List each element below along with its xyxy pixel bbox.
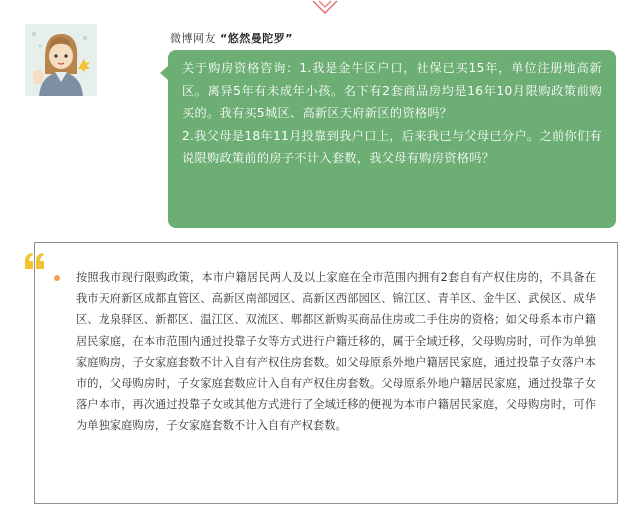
author-name [170, 30, 293, 46]
bullet-dot-icon [54, 275, 60, 281]
avatar [25, 24, 97, 96]
down-chevron-icon [312, 0, 338, 14]
reply-text: 按照我市现行限购政策，本市户籍居民两人及以上家庭在全市范围内拥有2套自有产权住房的，不具备在我市天府新区成都直管区、高新区南部园区、高新区西部园区、锦江区、青羊区、金牛区、武侯区、成华区、龙泉驿区、新都区、温江区、双流区、郫都区新购买商品住房或二手住房的资格；如父母系本市户籍居民家庭，在本市范围内通过投靠子女等方式进行户籍迁移的，属于全域迁移，父母购房时，可作为单独家庭购房，子女家庭套数不计入自有产权住房套数。如父母原系外地户籍居民家庭，通过投靠子女落户本市的，父母购房时，子女家庭套数应计入自有产权住房套数。父母原系外地户籍居民家庭，通过投靠子女落户本市，再次通过投靠子女或其他方式进行了全域迁移的便视为本市户籍居民家庭，父母购房时，可作为单独家庭购房，子女家庭套数不计入自有产权套数。 [76, 271, 596, 433]
author-prefix: 微博网友 [170, 32, 216, 45]
question-paragraph-2: 2.我父母是18年11月投靠到我户口上，后来我已与父母已分户。之前你们有说限购政策前的房子不计入套数，我父母有购房资格吗？ [182, 128, 602, 165]
question-bubble [168, 50, 616, 228]
quote-mark-icon [24, 252, 46, 270]
question-paragraph-1: 关于购房资格咨询：1.我是金牛区户口，社保已买15年，单位注册地高新区。离异5年有未成年小孩。名下有2套商品房均是16年10月限购政策前购买的。我有买5城区、高新区天府新区的资格吗？ [182, 61, 602, 120]
author-nickname: “悠然曼陀罗” [220, 32, 293, 45]
cartoon-girl-icon [25, 24, 97, 96]
